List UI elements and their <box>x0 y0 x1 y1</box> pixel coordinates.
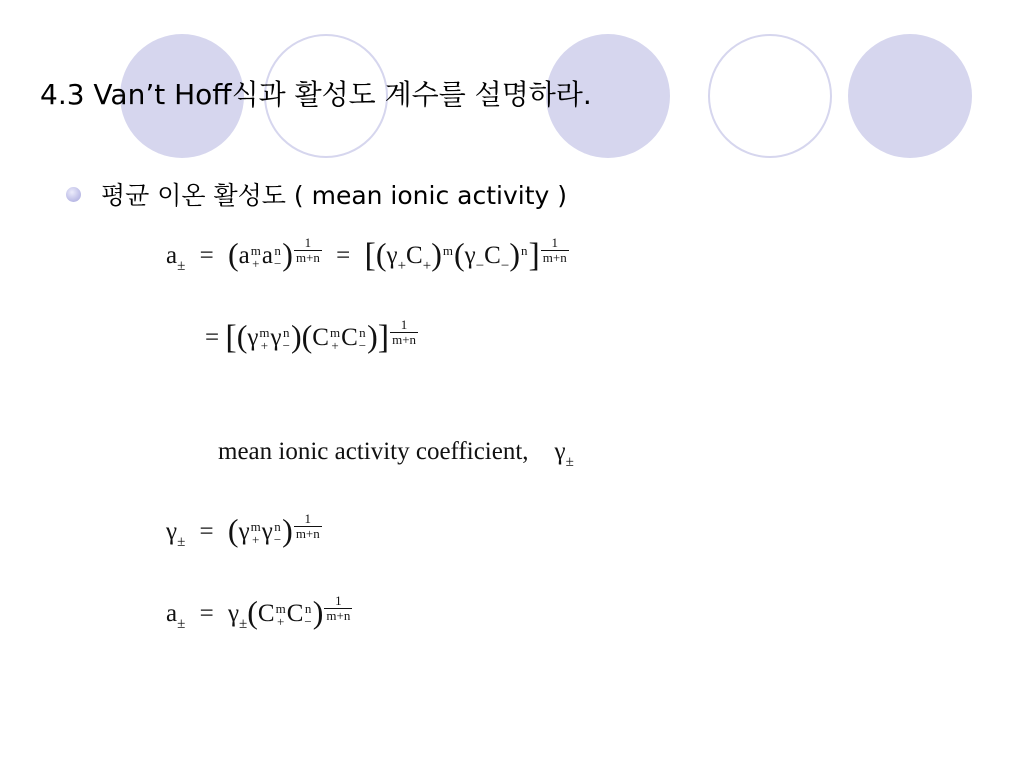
slide-title: 4.3 Van’t Hoff식과 활성도 계수를 설명하라. <box>40 78 592 111</box>
circle-decoration <box>708 34 832 158</box>
bullet-icon <box>66 187 81 202</box>
circle-decoration <box>848 34 972 158</box>
coefficient-label: mean ionic activity coefficient, <box>218 438 529 465</box>
equation-mean-activity: $a_\pm = (a$ m + a n − ) $\frac{1}{m+n}$ = [$(\gamma_+C_+)$ m $(\gamma_-C_-)$ n ] $\frac{1}{m+n}$ <box>166 235 567 274</box>
equation-expanded: = [(γ m + γ n − )(C m + C n − )] $\frac{1}{m+n}$ <box>205 317 417 356</box>
bullet-item <box>66 172 567 216</box>
bullet-text: 평균 이온 활성도 ( mean ionic activity ) <box>101 181 568 210</box>
equation-mean-coefficient: $\gamma_\pm = (\gamma$ m + γ n − ) $\frac{1}{m+n}$ <box>166 511 320 550</box>
coefficient-definition: mean ionic activity coefficient, $\gamma_\pm$ <box>218 438 574 470</box>
equation-activity-from-coefficient: $a_\pm = \gamma_\pm(C$ m + C n − ) $\frac{1}{m+n}$ <box>166 593 351 632</box>
